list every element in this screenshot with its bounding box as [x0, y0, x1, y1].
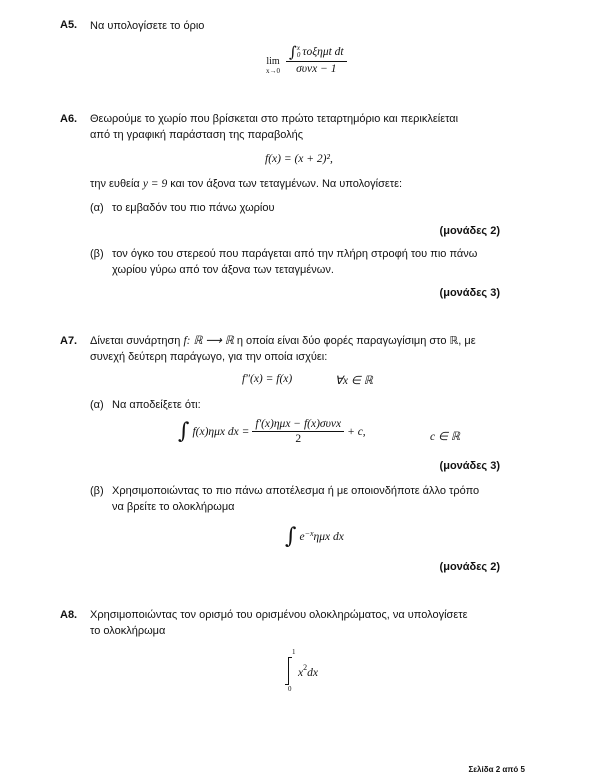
- a6-part-a-text: το εμβαδόν του πιο πάνω χωρίου: [112, 202, 275, 214]
- a7-b-base: e: [299, 531, 305, 543]
- a8-lower-limit: 0: [288, 685, 292, 693]
- a6-line-3: [90, 176, 402, 192]
- a7-line-2: συνεχή δεύτερη παράγωγο, για την οποία ισχύει:: [90, 351, 328, 363]
- question-number-a7: A7.: [60, 335, 78, 347]
- a7-function-def: f: ℝ ⟶ ℝ: [183, 335, 234, 347]
- integral-lower-limit: 0: [296, 51, 301, 59]
- a7-equation-condition: ∀x ∈ ℝ: [335, 375, 373, 387]
- a8-line-2: το ολοκλήρωμα: [90, 625, 166, 637]
- lim-label: lim: [266, 56, 280, 67]
- a8-exponent: 2: [303, 663, 308, 672]
- a8-rest: dx: [307, 666, 318, 679]
- a5-limit-expression: [262, 44, 372, 80]
- a7-equation: f″(x) = f(x): [242, 373, 293, 385]
- lim-subscript: x→0: [266, 67, 280, 75]
- a5-prompt: Να υπολογίσετε το όριο: [90, 20, 205, 32]
- integral-sign-icon: ∫: [178, 418, 190, 444]
- a7-b-exponent: −x: [304, 528, 314, 538]
- question-number-a6: A6.: [60, 113, 78, 125]
- a6-part-a-marks: (μονάδες 2): [439, 225, 500, 237]
- a8-integrand: [298, 664, 318, 679]
- a7-identity-denominator: 2: [295, 433, 302, 445]
- integral-top-hook: [288, 657, 292, 658]
- a6-part-a-label: (α): [90, 202, 104, 214]
- a7-part-b-label: (β): [90, 485, 104, 497]
- a6-part-b-marks: (μονάδες 3): [439, 287, 500, 299]
- a6-line-1: Θεωρούμε το χωρίο που βρίσκεται στο πρώτο τεταρτημόριο και περικλείεται: [90, 113, 459, 125]
- a7-part-b-marks: (μονάδες 2): [439, 561, 500, 573]
- a5-numerator: τοξημt dt: [302, 46, 344, 58]
- a7-line-1-post: η οποία είναι δύο φορές παραγωγίσιμη στο ℝ, με: [236, 335, 476, 347]
- a7-part-a-identity: [178, 418, 366, 445]
- a6-part-b-label: (β): [90, 248, 104, 260]
- a7-part-b-line-1: Χρησιμοποιώντας το πιο πάνω αποτέλεσμα ή με οποιονδήποτε άλλο τρόπο: [112, 485, 480, 497]
- a7-b-rest: ημx dx: [313, 531, 344, 543]
- a7-part-b-line-2: να βρείτε το ολοκλήρωμα: [112, 501, 235, 513]
- integral-sign-icon: ∫: [285, 524, 297, 549]
- integral-sign-icon: [288, 657, 289, 685]
- integral-upper-limit: x: [296, 44, 300, 52]
- a6-part-b-line-2: χωρίου γύρω από τον άξονα των τεταγμένων.: [112, 264, 334, 276]
- a6-line-3-post: και τον άξονα των τεταγμένων. Να υπολογίσετε:: [170, 178, 403, 190]
- a7-line-1: [90, 333, 476, 349]
- a7-identity-numerator: f′(x)ημx − f(x)συνx: [252, 418, 344, 432]
- a6-line-2: από τη γραφική παράσταση της παραβολής: [90, 129, 304, 141]
- a5-denominator: συνx − 1: [296, 63, 337, 75]
- a8-line-1: Χρησιμοποιώντας τον ορισμό του ορισμένου ολοκληρώματος, να υπολογίσετε: [90, 609, 468, 621]
- a7-identity-condition: c ∈ ℝ: [430, 431, 460, 443]
- question-number-a5: A5.: [60, 19, 78, 31]
- a7-identity-plus-c: + c,: [347, 425, 366, 438]
- a7-part-a-text: Να αποδείξετε ότι:: [112, 399, 201, 411]
- a8-upper-limit: 1: [292, 648, 296, 656]
- a6-line-3-pre: την ευθεία: [90, 178, 140, 190]
- a8-definite-integral: [285, 648, 345, 696]
- a6-parabola-formula: f(x) = (x + 2)²,: [265, 153, 333, 165]
- a7-identity-lhs: f(x)ημx dx =: [192, 425, 250, 438]
- a7-part-b-integral: [285, 524, 344, 550]
- a7-part-a-label: (α): [90, 399, 104, 411]
- integral-sign-icon: ∫: [289, 43, 297, 61]
- a6-line-3-math: y = 9: [142, 178, 168, 190]
- page-number: Σελίδα 2 από 5: [468, 765, 525, 774]
- a7-line-1-pre: Δίνεται συνάρτηση: [90, 335, 181, 347]
- a8-base: x: [298, 666, 304, 679]
- a7-part-a-marks: (μονάδες 3): [439, 460, 500, 472]
- a6-part-b-line-1: τον όγκο του στερεού που παράγεται από την πλήρη στροφή του πιο πάνω: [112, 248, 478, 260]
- question-number-a8: A8.: [60, 609, 78, 621]
